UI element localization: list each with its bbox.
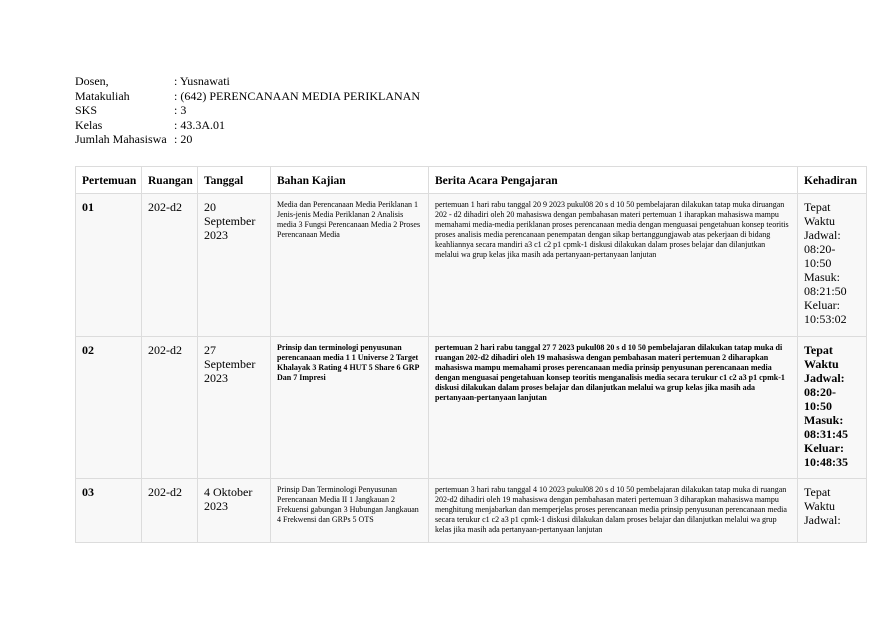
cell-berita-acara: pertemuan 2 hari rabu tanggal 27 7 2023 pukul08 20 s d 10 50 pembelajaran dilakukan tatap muka di ruangan 202-d2 dihadiri oleh 19 mahasiswa dengan pembahasan materi pertemuan 2 diharapkan mahasiswa mampu memahami proses perencanaan media prinsip penyusunan perencanaan media dengan menguasai pengetahuan konsep teoritis menganalisis media secara terukur c1 c2 a3 p1 cpmk-1 diskusi dilakukan dalam proses belajar dan dilanjutkan melalui wa grup kelas jika masih ada pertanyaan-pertanyaan lanjutan [429,337,798,479]
table-header-row [76,167,867,194]
column-header-berita-acara: Berita Acara Pengajaran [429,167,798,194]
cell-tanggal: 20 September 2023 [198,194,271,337]
cell-kehadiran: Tepat Waktu Jadwal: [798,479,867,543]
info-row-jumlah-mahasiswa [75,132,420,147]
cell-bahan-kajian: Prinsip Dan Terminologi Penyusunan Perencanaan Media II 1 Jangkauan 2 Frekuensi gabungan 3 Hubungan Jangkauan 4 Frekwensi dan GRPs 5 OTS [271,479,429,543]
attendance-table [75,166,867,543]
column-header-tanggal: Tanggal [198,167,271,194]
column-header-ruangan: Ruangan [142,167,198,194]
cell-pertemuan: 01 [76,194,142,337]
info-value: : 3 [174,103,187,117]
info-label: Jumlah Mahasiswa [75,132,167,146]
table-row [76,337,867,479]
column-header-kehadiran: Kehadiran [798,167,867,194]
info-value: : 20 [174,132,193,146]
info-row-matakuliah [75,89,420,104]
table-row [76,479,867,543]
info-label: Matakuliah [75,88,130,103]
info-row-sks [75,103,420,118]
cell-berita-acara: pertemuan 3 hari rabu tanggal 4 10 2023 pukul08 20 s d 10 50 pembelajaran dilakukan tatap muka di ruangan 202-d2 dihadiri oleh 19 mahasiswa dengan pembahasan materi pertemuan 3 diharapkan mahasiswa mampu menghitung menjabarkan dan memperjelas proses perencanaan media prinsip penyusunan perencanaan media secara terukur c1 c2 a3 p1 cpmk-1 diskusi dilakukan dalam proses belajar dan dilanjutkan melalui wa grup kelas jika masih ada pertanyaan-pertanyaan lanjutan [429,479,798,543]
cell-kehadiran: Tepat Waktu Jadwal: 08:20-10:50 Masuk: 08:31:45 Keluar: 10:48:35 [798,337,867,479]
column-header-bahan-kajian: Bahan Kajian [271,167,429,194]
cell-ruangan: 202-d2 [142,479,198,543]
cell-pertemuan: 03 [76,479,142,543]
info-row-kelas [75,118,420,133]
cell-berita-acara: pertemuan 1 hari rabu tanggal 20 9 2023 pukul08 20 s d 10 50 pembelajaran dilakukan tatap muka diruangan 202 - d2 dihadiri oleh 20 mahasiswa dengan pembahasan materi pertemuan 1 iharapkan mahasiswa mampu memahami media-media periklanan proses perencanaan media dengan menguasai pengetahuan konsep teoritis proses analisis media perencanaan penempatan dengan sikap bertanggungjawab atas pekerjaan di bidang keahliannya secara mandiri a3 c1 c2 p1 cpmk-1 diskusi dilakukan dalam proses belajar dan dilanjutkan melalui wa grup kelas jika masih ada pertanyaan-pertanyaan lanjutan [429,194,798,337]
cell-tanggal: 4 Oktober 2023 [198,479,271,543]
info-label: Dosen, [75,74,109,88]
cell-bahan-kajian: Media dan Perencanaan Media Periklanan 1 Jenis-jenis Media Periklanan 2 Analisis media 3 Fungsi Perencanaan Media 2 Proses Perencanaan Media [271,194,429,337]
cell-ruangan: 202-d2 [142,194,198,337]
info-value: : (642) PERENCANAAN MEDIA PERIKLANAN [174,88,420,103]
info-value: : 43.3A.01 [174,117,225,132]
cell-bahan-kajian: Prinsip dan terminologi penyusunan perencanaan media 1 1 Universe 2 Target Khalayak 3 Rating 4 HUT 5 Share 6 GRP Dan 7 Impresi [271,337,429,479]
cell-kehadiran: Tepat Waktu Jadwal: 08:20-10:50 Masuk: 08:21:50 Keluar: 10:53:02 [798,194,867,337]
column-header-pertemuan: Pertemuan [76,167,142,194]
cell-tanggal: 27 September 2023 [198,337,271,479]
info-row-dosen [75,74,420,89]
info-label: Kelas [75,117,103,132]
table-row [76,194,867,337]
cell-pertemuan: 02 [76,337,142,479]
info-value: : Yusnawati [174,74,230,88]
course-info [75,74,420,147]
cell-ruangan: 202-d2 [142,337,198,479]
info-label: SKS [75,103,98,117]
